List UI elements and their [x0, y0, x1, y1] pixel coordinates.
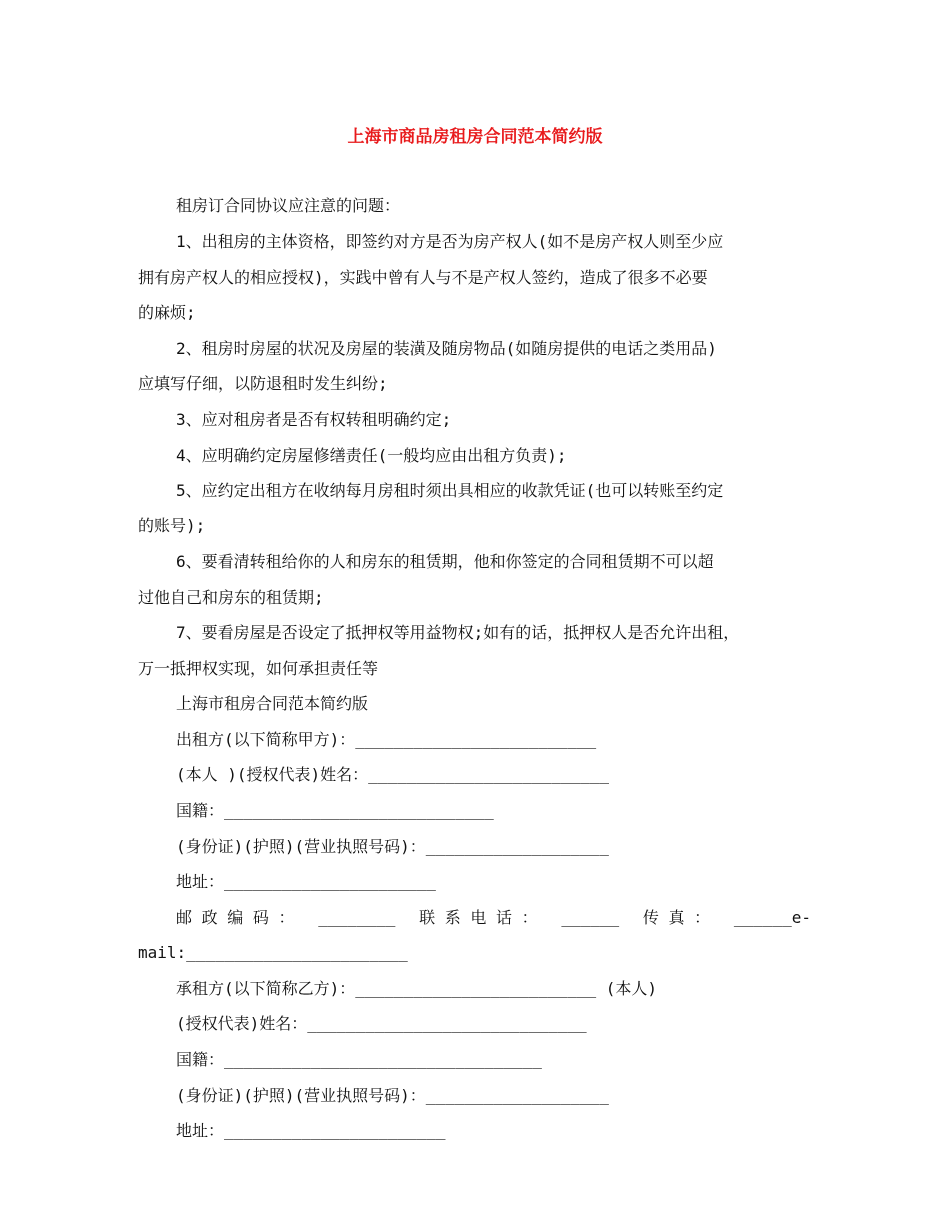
note-5-line-1: 5、应约定出租方在收纳每月房租时须出具相应的收款凭证(也可以转账至约定 [176, 481, 724, 500]
lessor-nationality-field: 国籍：____________________________ [176, 801, 494, 820]
lessor-contact-line [176, 908, 811, 928]
note-5-line-2: 的账号); [138, 516, 206, 535]
lessor-email-field: mail:_______________________ [138, 943, 408, 962]
note-6-line-1: 6、要看清转租给你的人和房东的租赁期，他和你签定的合同租赁期不可以超 [176, 552, 714, 571]
phone-label: 联 系 电 话 ： [419, 908, 538, 927]
note-2-line-1: 2、租房时房屋的状况及房屋的装潢及随房物品(如随房提供的电话之类用品) [176, 339, 717, 358]
note-4: 4、应明确约定房屋修缮责任(一般均应由出租方负责); [176, 446, 567, 465]
note-2-line-2: 应填写仔细，以防退租时发生纠纷; [138, 374, 388, 393]
notes-heading: 租房订合同协议应注意的问题： [176, 196, 401, 215]
contract-title: 上海市租房合同范本简约版 [176, 694, 369, 713]
lessor-address-field: 地址：______________________ [176, 872, 436, 891]
note-7-line-1: 7、要看房屋是否设定了抵押权等用益物权;如有的话，抵押权人是否允许出租， [176, 623, 740, 642]
note-3: 3、应对租房者是否有权转租明确约定; [176, 410, 452, 429]
lessee-party-field: 承租方(以下简称乙方)：_________________________ (本人) [176, 979, 657, 998]
note-1-line-3: 的麻烦; [138, 303, 196, 322]
fax-label: 传 真 ： [642, 908, 711, 927]
note-7-line-2: 万一抵押权实现，如何承担责任等 [138, 659, 379, 678]
lessor-party-field: 出租方(以下简称甲方)：_________________________ [176, 730, 597, 749]
lessee-id-field: (身份证)(护照)(营业执照号码)：___________________ [176, 1086, 609, 1105]
note-1-line-1: 1、出租房的主体资格，即签约对方是否为房产权人(如不是房产权人则至少应 [176, 232, 724, 251]
lessee-nationality-field: 国籍：_________________________________ [176, 1050, 542, 1069]
lessor-id-field: (身份证)(护照)(营业执照号码)：___________________ [176, 837, 609, 856]
postcode-label: 邮 政 编 码 ： [176, 908, 295, 927]
phone-blank: ______ [561, 908, 620, 927]
fax-blank: ______e- [733, 908, 811, 927]
note-1-line-2: 拥有房产权人的相应授权)，实践中曾有人与不是产权人签约，造成了很多不必要 [138, 268, 708, 287]
document-title: 上海市商品房租房合同范本简约版 [347, 127, 603, 147]
note-6-line-2: 过他自己和房东的租赁期; [138, 588, 324, 607]
lessor-name-field: (本人 )(授权代表)姓名：_________________________ [176, 765, 609, 784]
postcode-blank: ________ [318, 908, 396, 927]
lessee-name-field: (授权代表)姓名：_____________________________ [176, 1014, 587, 1033]
lessee-address-field: 地址：_______________________ [176, 1121, 446, 1140]
